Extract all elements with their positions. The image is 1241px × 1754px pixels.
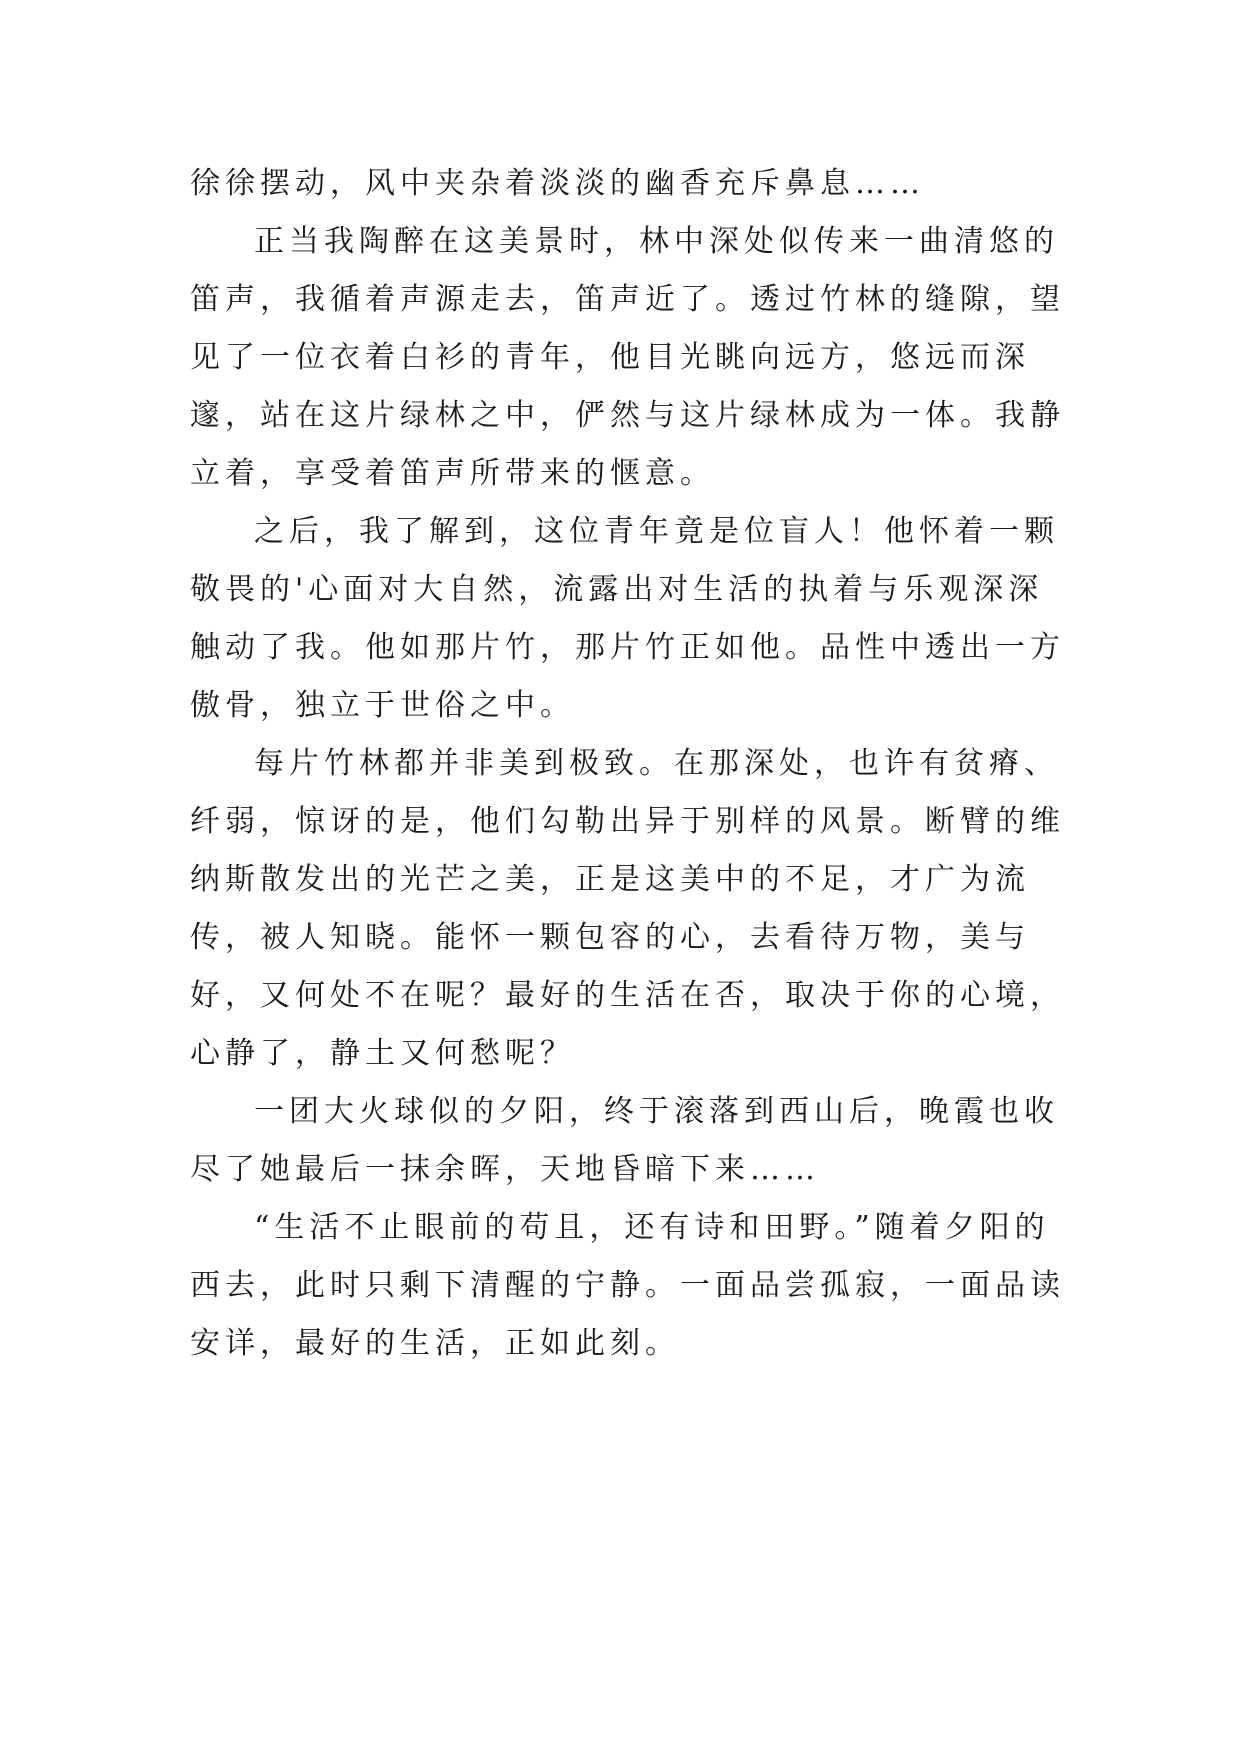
paragraph: 之后，我了解到，这位青年竟是位盲人！他怀着一颗敬畏的'心面对大自然，流露出对生活的执着与乐观深深触动了我。他如那片竹，那片竹正如他。品性中透出一方傲骨，独立于世俗之中。 [190,514,1065,723]
paragraph: 每片竹林都并非美到极致。在那深处，也许有贫瘠、纤弱，惊讶的是，他们勾勒出异于别样的风景。断臂的维纳斯散发出的光芒之美，正是这美中的不足，才广为流传，被人知晓。能怀一颗包容的心，去看待万物，美与好，又何处不在呢？最好的生活在否，取决于你的心境，心静了，静土又何愁呢？ [190,746,1065,1071]
paragraph: 正当我陶醉在这美景时，林中深处似传来一曲清悠的笛声，我循着声源走去，笛声近了。透过竹林的缝隙，望见了一位衣着白衫的青年，他目光眺向远方，悠远而深邃，站在这片绿林之中，俨然与这片绿林成为一体。我静立着，享受着笛声所带来的惬意。 [190,224,1065,491]
document-body [190,155,1070,1373]
paragraph: “生活不止眼前的苟且，还有诗和田野。”随着夕阳的西去，此时只剩下清醒的宁静。一面品尝孤寂，一面品读安详，最好的生活，正如此刻。 [190,1210,1065,1361]
paragraph-continuation: 徐徐摆动，风中夹杂着淡淡的幽香充斥鼻息…… [190,166,925,201]
paragraph: 一团大火球似的夕阳，终于滚落到西山后，晚霞也收尽了她最后一抹余晖，天地昏暗下来…… [190,1094,1059,1187]
